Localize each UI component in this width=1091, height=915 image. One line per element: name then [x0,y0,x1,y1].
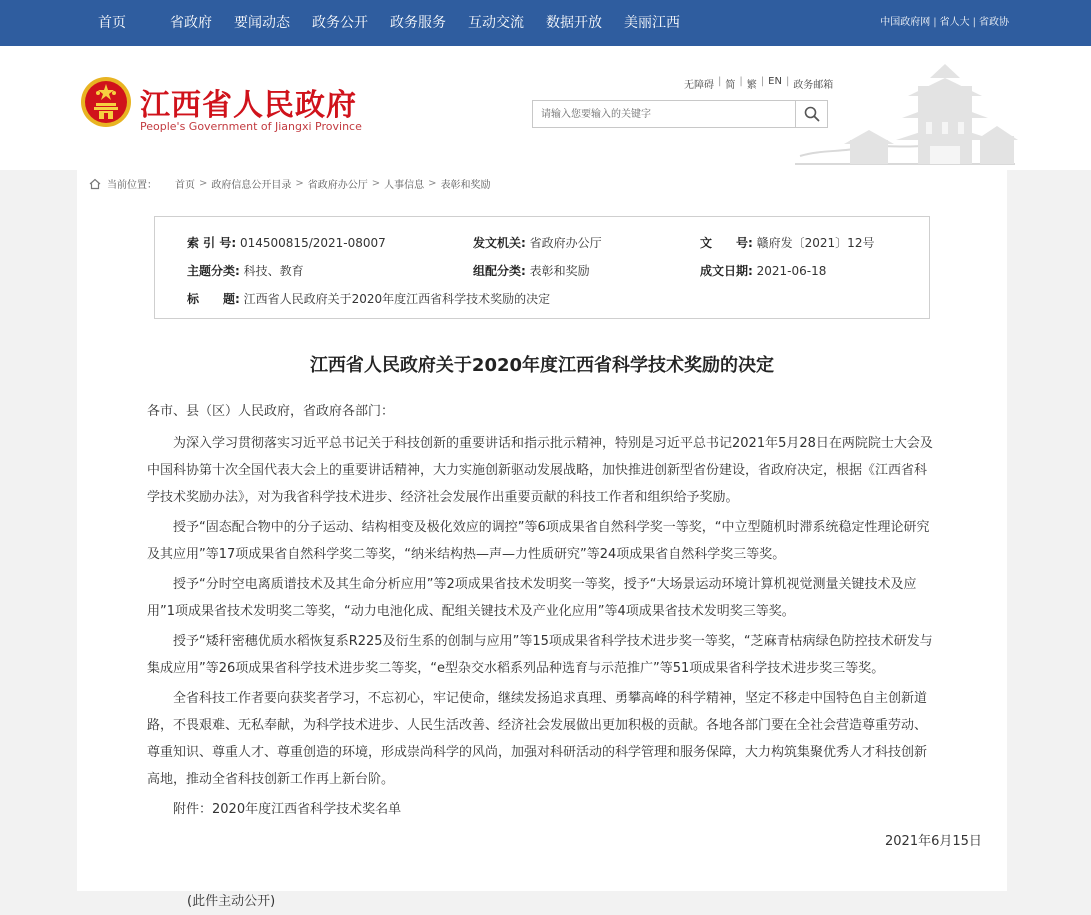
breadcrumb-general-office[interactable]: 省政府办公厅 [307,180,368,191]
chevron-right-icon: > [295,178,304,189]
meta-category-value: 表彰和奖励 [529,264,590,278]
breadcrumb-personnel-info[interactable]: 人事信息 [384,180,425,191]
link-central-government[interactable]: 中国政府网 [880,17,931,28]
separator: | [785,76,790,87]
government-mailbox-link[interactable]: 政务邮箱 [793,80,834,91]
article-paragraph: 为深入学习贯彻落实习近平总书记关于科技创新的重要讲话和指示批示精神，特别是习近平总书记2021年5月28日在两院院士大会及中国科协第十次全国代表大会上的重要讲话精神，大力实施创新驱动发展战略，加快推进创新型省份建设，省政府决定，根据《江西省科学技术奖励办法》，对为我省科学技术进步、经济社会发展作出重要贡献的科技工作者和组织给予奖励。 [147,436,933,505]
document-metadata-table [154,216,930,319]
meta-written-date [700,262,826,279]
chevron-right-icon: > [428,178,437,189]
nav-item-home[interactable]: 首页 [98,15,126,31]
meta-topic-label: 主题分类: [187,264,240,278]
meta-document-number [700,234,874,251]
meta-written-date-label: 成文日期: [700,264,753,278]
meta-document-number-value: 赣府发〔2021〕12号 [756,236,875,250]
nav-item-government-affairs-disclosure[interactable]: 政务公开 [312,15,368,31]
nav-item-provincial-government[interactable]: 省政府 [170,15,212,31]
meta-topic [187,262,304,279]
breadcrumb-awards[interactable]: 表彰和奖励 [440,180,491,191]
separator: | [718,76,722,87]
external-links [880,0,1009,46]
english-link[interactable]: EN [768,76,782,87]
separator: | [933,17,937,28]
meta-index-label: 索 引 号: [187,236,237,250]
publicity-note: (此件主动公开) [187,894,276,909]
breadcrumb-home[interactable]: 首页 [175,180,195,191]
link-provincial-congress[interactable]: 省人大 [939,17,970,28]
chevron-right-icon: > [199,178,208,189]
breadcrumb-label: 当前位置： [107,180,157,191]
site-name[interactable]: 江西省人民政府 [140,88,357,123]
meta-issuer [473,234,602,251]
meta-category-label: 组配分类: [473,264,526,278]
meta-title [187,290,550,307]
article-salutation: 各市、县（区）人民政府，省政府各部门： [147,404,395,419]
meta-category [473,262,590,279]
site-header [0,46,1091,170]
home-icon [89,178,101,190]
chevron-right-icon: > [371,178,381,189]
search-input[interactable] [533,101,795,127]
article-paragraph: 全省科技工作者要向获奖者学习，不忘初心，牢记使命，继续发扬追求真理、勇攀高峰的科学精神，坚定不移走中国特色自主创新道路，不畏艰难、无私奉献，为科学技术进步、人民生活改善、经济社会发展做出更加积极的贡献。各地各部门要在全社会营造尊重劳动、尊重知识、尊重人才、尊重创造的环境，形成崇尚科学的风尚，加强对科研活动的科学管理和服务保障，大力构筑集聚优秀人才科技创新高地，推动全省科技创新工作再上新台阶。 [147,691,928,787]
nav-item-interaction[interactable]: 互动交流 [468,15,524,31]
search-box [532,100,828,128]
article-attachment[interactable]: 附件：2020年度江西省科学技术奖名单 [173,802,402,817]
nav-item-news[interactable]: 要闻动态 [234,15,290,31]
accessibility-link[interactable]: 无障碍 [684,80,714,91]
meta-index-value: 014500815/2021-08007 [239,236,386,250]
tengwang-pavilion-illustration-icon [790,56,1020,170]
simplified-chinese-link[interactable]: 简 [725,80,736,91]
article-paragraph: 授予“矮秆密穗优质水稻恢复系R225及衍生系的创制与应用”等15项成果省科学技术进步奖一等奖，“芝麻青枯病绿色防控技术研发与集成应用”等26项成果省科学技术进步奖二等奖，“e型杂交水稻系列品种选育与示范推广”等51项成果省科学技术进步奖三等奖。 [147,634,933,676]
traditional-chinese-link[interactable]: 繁 [746,80,757,91]
nav-item-open-data[interactable]: 数据开放 [546,15,602,31]
meta-title-label: 标 题: [187,292,240,306]
meta-issuer-label: 发文机关: [473,236,526,250]
article-body [147,398,982,909]
meta-title-value: 江西省人民政府关于2020年度江西省科学技术奖励的决定 [243,292,551,306]
meta-topic-value: 科技、教育 [243,264,304,278]
article-date: 2021年6月15日 [885,834,982,849]
breadcrumb [89,176,491,191]
meta-document-number-label: 文 号: [700,236,753,250]
breadcrumb-disclosure-catalog[interactable]: 政府信息公开目录 [211,180,292,191]
nav-item-beautiful-jiangxi[interactable]: 美丽江西 [624,15,680,31]
site-name-english: People's Government of Jiangxi Province [140,120,362,133]
separator: | [739,76,743,87]
meta-index [187,234,386,251]
article-paragraph: 授予“分时空电离质谱技术及其生命分析应用”等2项成果省技术发明奖一等奖，授予“大场景运动环境计算机视觉测量关键技术及应用”1项成果省技术发明奖二等奖，“动力电池化成、配组关键技术及产业化应用”等4项成果省技术发明奖三等奖。 [147,577,917,619]
top-navigation-bar [0,0,1091,46]
meta-written-date-value: 2021-06-18 [756,264,827,278]
article-paragraph: 授予“固态配合物中的分子运动、结构相变及极化效应的调控”等6项成果省自然科学奖一等奖，“中立型随机时滞系统稳定性理论研究及其应用”等17项成果省自然科学奖二等奖，“纳米结构热—声—力性质研究”等24项成果省自然科学奖三等奖。 [147,520,930,562]
link-provincial-cppcc[interactable]: 省政协 [979,17,1009,28]
main-menu [80,0,702,46]
content-panel [77,170,1007,909]
nav-item-government-services[interactable]: 政务服务 [390,15,446,31]
national-emblem-icon [80,76,132,128]
separator: | [760,76,765,87]
meta-issuer-value: 省政府办公厅 [529,236,602,250]
separator: | [972,17,976,28]
article-title: 江西省人民政府关于2020年度江西省科学技术奖励的决定 [309,355,775,376]
